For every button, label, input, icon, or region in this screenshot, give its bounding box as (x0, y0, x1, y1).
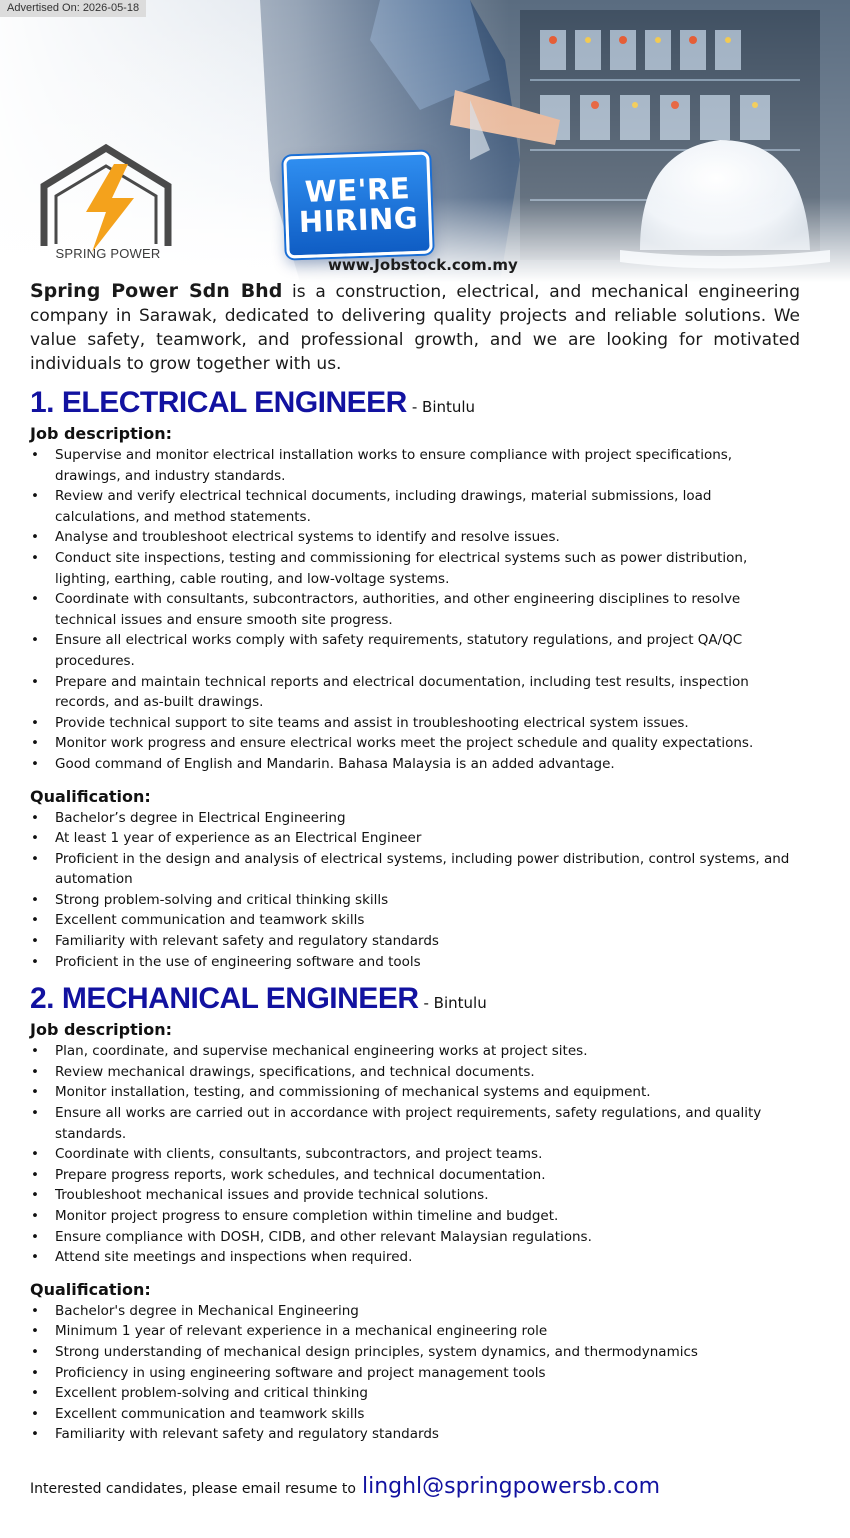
intro-text: is a construction, electrical, and mechanical engineering company in Sarawak, dedicated to delivering quality projects and reliable solutions. We value safety, teamwork, and professional growth, and we are looking for motivated individuals to grow together with us. (30, 282, 800, 374)
qualification-list (30, 808, 800, 973)
list-item: • Ensure compliance with DOSH, CIDB, and other relevant Malaysian regulations. (30, 1227, 800, 1248)
list-item: • Attend site meetings and inspections when required. (30, 1247, 800, 1268)
contact-line (30, 1474, 660, 1499)
list-item: • At least 1 year of experience as an Electrical Engineer (30, 828, 800, 849)
list-item: • Analyse and troubleshoot electrical systems to identify and resolve issues. (30, 527, 800, 548)
qualification-label: Qualification: (30, 786, 151, 806)
list-item: • Coordinate with consultants, subcontractors, authorities, and other engineering disciplines to resolve technical issues and ensure smooth site progress. (30, 589, 800, 630)
list-item: • Familiarity with relevant safety and regulatory standards (30, 1424, 800, 1445)
company-name: Spring Power Sdn Bhd (30, 280, 283, 302)
company-intro (30, 279, 800, 376)
list-item: • Prepare and maintain technical reports and electrical documentation, including test results, inspection records, and as-built drawings. (30, 672, 800, 713)
list-item: • Excellent communication and teamwork skills (30, 910, 800, 931)
logo-text: SPRING POWER (55, 246, 161, 261)
list-item: • Plan, coordinate, and supervise mechanical engineering works at project sites. (30, 1041, 800, 1062)
job-mechanical-engineer (30, 982, 800, 1445)
list-item: • Proficiency in using engineering software and project management tools (30, 1363, 800, 1384)
job-description-list (30, 1041, 800, 1268)
list-item: • Bachelor’s degree in Electrical Engineering (30, 808, 800, 829)
job-title: 1. ELECTRICAL ENGINEER (30, 386, 407, 419)
job-location: - Bintulu (423, 994, 487, 1013)
list-item: • Troubleshoot mechanical issues and provide technical solutions. (30, 1185, 800, 1206)
job-description-label: Job description: (30, 424, 173, 443)
job-location: - Bintulu (411, 398, 476, 416)
contact-email-link[interactable]: linghl@springpowersb.com (361, 1474, 661, 1499)
job-heading (30, 982, 800, 1016)
job-electrical-engineer (30, 386, 800, 972)
list-item: • Provide technical support to site teams and assist in troubleshooting electrical system issues. (30, 713, 800, 734)
list-item: • Review and verify electrical technical documents, including drawings, material submissions, load calculations, and method statements. (30, 486, 800, 527)
list-item: • Proficient in the use of engineering software and tools (30, 952, 800, 973)
list-item: • Familiarity with relevant safety and regulatory standards (30, 931, 800, 952)
list-item: • Excellent problem-solving and critical thinking (30, 1383, 800, 1404)
list-item: • Conduct site inspections, testing and commissioning for electrical systems such as power distribution, lighting, earthing, cable routing, and low-voltage systems. (30, 548, 800, 589)
list-item: • Supervise and monitor electrical installation works to ensure compliance with project specifications, drawings, and industry standards. (30, 445, 800, 486)
hiring-badge (283, 151, 432, 258)
contact-text: Interested candidates, please email resume to (30, 1481, 356, 1497)
site-url[interactable]: www.Jobstock.com.my (328, 256, 518, 274)
qualification-list (30, 1301, 800, 1445)
job-description-label: Job description: (30, 1020, 173, 1040)
list-item: • Good command of English and Mandarin. Bahasa Malaysia is an added advantage. (30, 754, 800, 775)
list-item: • Monitor work progress and ensure electrical works meet the project schedule and quality expectations. (30, 733, 800, 754)
badge-line-1: WE'RE (304, 171, 411, 209)
list-item: • Minimum 1 year of relevant experience in a mechanical engineering role (30, 1321, 800, 1342)
list-item: • Strong understanding of mechanical design principles, system dynamics, and thermodynamics (30, 1342, 800, 1363)
list-item: • Monitor installation, testing, and commissioning of mechanical systems and equipment. (30, 1082, 800, 1103)
list-item: • Bachelor's degree in Mechanical Engineering (30, 1301, 800, 1322)
list-item: • Strong problem-solving and critical thinking skills (30, 890, 800, 911)
job-title: 2. MECHANICAL ENGINEER (30, 982, 419, 1016)
badge-line-2: HIRING (298, 200, 419, 240)
list-item: • Proficient in the design and analysis of electrical systems, including power distribution, control systems, and automation (30, 849, 800, 890)
job-heading (30, 386, 800, 420)
list-item: • Ensure all electrical works comply with safety requirements, statutory regulations, and project QA/QC procedures. (30, 630, 800, 671)
list-item: • Review mechanical drawings, specifications, and technical documents. (30, 1062, 800, 1083)
job-description-list (30, 445, 800, 775)
advertised-date: Advertised On: 2026-05-18 (0, 0, 146, 17)
list-item: • Monitor project progress to ensure completion within timeline and budget. (30, 1206, 800, 1227)
list-item: • Prepare progress reports, work schedules, and technical documentation. (30, 1165, 800, 1186)
qualification-label: Qualification: (30, 1279, 151, 1299)
list-item: • Excellent communication and teamwork skills (30, 1404, 800, 1425)
list-item: • Coordinate with clients, consultants, subcontractors, and project teams. (30, 1144, 800, 1165)
list-item: • Ensure all works are carried out in accordance with project requirements, safety regulations, and quality standards. (30, 1103, 800, 1144)
main-content (30, 279, 800, 1445)
